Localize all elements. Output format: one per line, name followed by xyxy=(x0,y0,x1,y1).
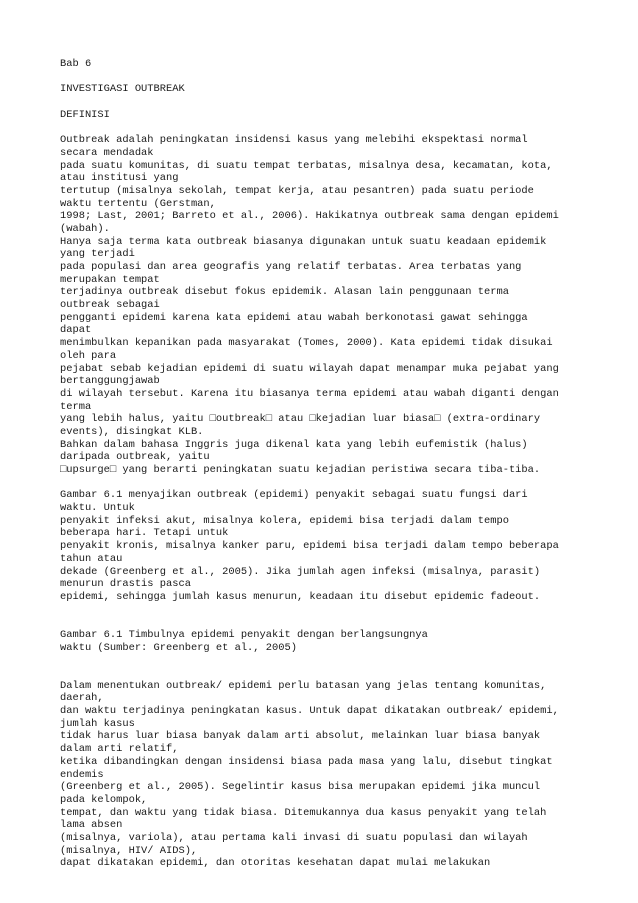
text-line: tahun atau xyxy=(60,552,123,565)
text-line: secara mendadak xyxy=(60,146,154,159)
text-line: tidak harus luar biasa banyak dalam arti absolut, melainkan luar biasa banyak xyxy=(60,730,541,743)
text-line: atau institusi yang xyxy=(60,172,179,185)
text-line: yang terjadi xyxy=(60,248,135,261)
spacer xyxy=(60,477,620,490)
text-line: endemis xyxy=(60,768,104,781)
text-line: daerah, xyxy=(60,692,104,705)
spacer xyxy=(60,71,620,84)
paragraph-figure-description xyxy=(60,489,620,603)
document-page xyxy=(60,58,620,870)
text-line: Outbreak adalah peningkatan insidensi kasus yang melebihi ekspektasi normal xyxy=(60,134,528,147)
text-line: (misalnya, HIV/ AIDS), xyxy=(60,844,198,857)
text-line: Gambar 6.1 Timbulnya epidemi penyakit dengan berlangsungnya xyxy=(60,628,428,641)
text-line: pada suatu komunitas, di suatu tempat terbatas, misalnya desa, kecamatan, kota, xyxy=(60,159,553,172)
text-line: pada kelompok, xyxy=(60,793,148,806)
text-line: ketika dibandingkan dengan insidensi biasa pada masa yang lalu, disebut tingkat xyxy=(60,755,553,768)
text-line: daripada outbreak, yaitu xyxy=(60,451,210,464)
text-line: beberapa hari. Tetapi untuk xyxy=(60,527,229,540)
text-line: terma xyxy=(60,400,92,413)
text-line: merupakan tempat xyxy=(60,273,160,286)
text-line: dalam arti relatif, xyxy=(60,743,179,756)
spacer xyxy=(60,616,620,629)
text-line: tertutup (misalnya sekolah, tempat kerja, atau pesantren) pada suatu periode xyxy=(60,184,534,197)
text-line: (wabah). xyxy=(60,222,110,235)
text-line: penyakit infeksi akut, misalnya kolera, epidemi bisa terjadi dalam tempo xyxy=(60,514,509,527)
text-line: pada populasi dan area geografis yang relatif terbatas. Area terbatas yang xyxy=(60,261,522,273)
text-line: bertanggungjawab xyxy=(60,375,160,388)
text-line: jumlah kasus xyxy=(60,717,135,730)
text-line: waktu (Sumber: Greenberg et al., 2005) xyxy=(60,641,297,654)
chapter-title: INVESTIGASI OUTBREAK xyxy=(60,83,185,96)
text-line: Bahkan dalam bahasa Inggris juga dikenal kata yang lebih eufemistik (halus) xyxy=(60,438,528,451)
text-line: events), disingkat KLB. xyxy=(60,425,204,438)
text-line: oleh para xyxy=(60,349,117,362)
text-line: terjadinya outbreak disebut fokus epidemik. Alasan lain penggunaan terma xyxy=(60,286,509,299)
text-line: waktu. Untuk xyxy=(60,502,135,515)
text-line: Dalam menentukan outbreak/ epidemi perlu batasan yang jelas tentang komunitas, xyxy=(60,679,547,692)
spacer xyxy=(60,121,620,134)
text-line: lama absen xyxy=(60,819,123,832)
text-line: dapat xyxy=(60,324,92,337)
paragraph-criteria xyxy=(60,680,620,870)
text-line: (misalnya, variola), atau pertama kali invasi di suatu populasi dan wilayah xyxy=(60,831,528,844)
text-line: waktu tertentu (Gerstman, xyxy=(60,197,216,210)
text-line: outbreak sebagai xyxy=(60,299,160,312)
text-line: menurun drastis pasca xyxy=(60,578,191,591)
text-line: Hanya saja terma kata outbreak biasanya digunakan untuk suatu keadaan epidemik xyxy=(60,235,547,248)
text-line: menimbulkan kepanikan pada masyarakat (Tomes, 2000). Kata epidemi tidak disukai xyxy=(60,337,553,350)
text-line: pengganti epidemi karena kata epidemi atau wabah berkonotasi gawat sehingga xyxy=(60,311,528,324)
text-line: penyakit kronis, misalnya kanker paru, epidemi bisa terjadi dalam tempo beberapa xyxy=(60,540,559,553)
text-line: epidemi, sehingga jumlah kasus menurun, keadaan itu disebut epidemic fadeout. xyxy=(60,590,541,603)
text-line: Gambar 6.1 menyajikan outbreak (epidemi) penyakit sebagai suatu fungsi dari xyxy=(60,489,528,502)
text-line: tempat, dan waktu yang tidak biasa. Ditemukannya dua kasus penyakit yang telah xyxy=(60,806,547,819)
paragraph-definition xyxy=(60,134,620,477)
text-line: dapat dikatakan epidemi, dan otoritas kesehatan dapat mulai melakukan xyxy=(60,857,491,870)
text-line: dekade (Greenberg et al., 2005). Jika jumlah agen infeksi (misalnya, parasit) xyxy=(60,565,541,578)
text-line: di wilayah tersebut. Karena itu biasanya terma epidemi atau wabah diganti dengan xyxy=(60,387,559,400)
text-line: dan waktu terjadinya peningkatan kasus. Untuk dapat dikatakan outbreak/ epidemi, xyxy=(60,705,559,718)
figure-caption xyxy=(60,629,620,654)
section-heading: DEFINISI xyxy=(60,108,110,121)
text-line: (Greenberg et al., 2005). Segelintir kasus bisa merupakan epidemi jika muncul xyxy=(60,781,541,794)
text-line: □upsurge□ yang berarti peningkatan suatu kejadian peristiwa secara tiba-tiba. xyxy=(60,464,541,476)
chapter-label: Bab 6 xyxy=(60,58,92,70)
spacer xyxy=(60,667,620,680)
spacer xyxy=(60,604,620,617)
text-line: yang lebih halus, yaitu □outbreak□ atau □kejadian luar biasa□ (extra-ordinary xyxy=(60,413,541,426)
spacer xyxy=(60,96,620,109)
text-line: 1998; Last, 2001; Barreto et al., 2006). Hakikatnya outbreak sama dengan epidemi xyxy=(60,210,559,223)
text-line: pejabat sebab kejadian epidemi di suatu wilayah dapat menampar muka pejabat yang xyxy=(60,362,559,375)
spacer xyxy=(60,654,620,667)
